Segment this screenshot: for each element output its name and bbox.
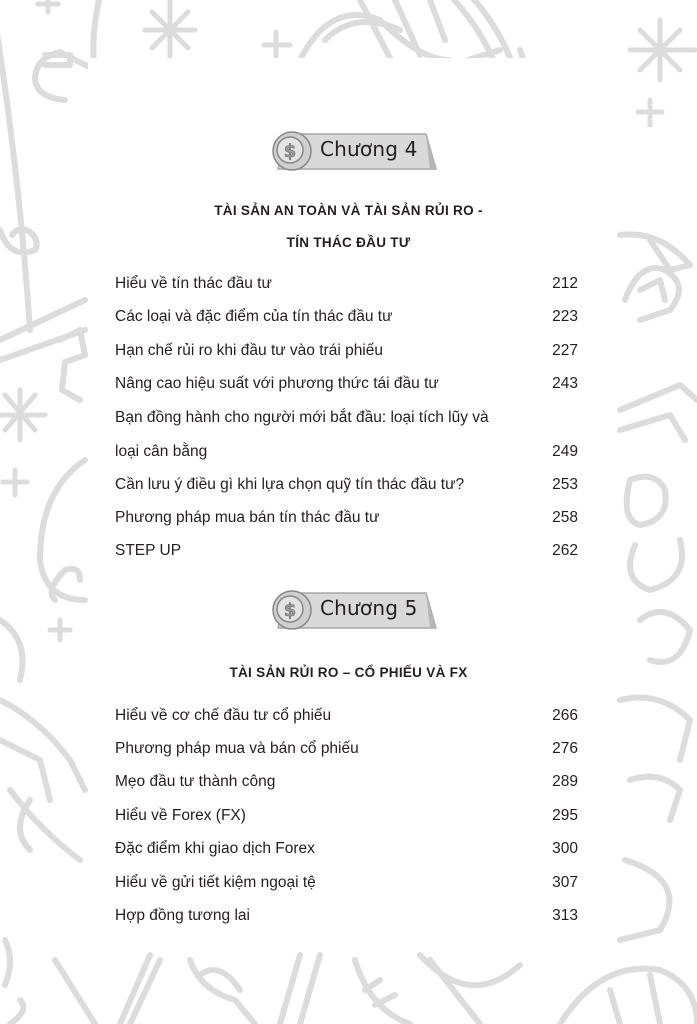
toc-entry-page: 258 bbox=[552, 509, 578, 526]
toc-entry[interactable] bbox=[115, 334, 578, 367]
chapter-5-title: TÀI SẢN RỦI RO – CỔ PHIẾU VÀ FX bbox=[229, 665, 468, 680]
svg-text:$: $ bbox=[283, 600, 297, 621]
toc-entry-page: 266 bbox=[552, 707, 578, 724]
toc-entry[interactable] bbox=[115, 899, 578, 932]
toc-entry-label: Cần lưu ý điều gì khi lựa chọn quỹ tín thác đầu tư? bbox=[115, 476, 465, 493]
toc-entry-label: Nâng cao hiệu suất với phương thức tái đầu tư bbox=[115, 375, 439, 392]
toc-entry-page: 276 bbox=[552, 740, 578, 757]
toc-entry-label: STEP UP bbox=[115, 542, 182, 559]
toc-entry[interactable] bbox=[115, 832, 578, 865]
toc-entry-page: 227 bbox=[552, 342, 578, 359]
toc-entry[interactable] bbox=[115, 534, 578, 567]
toc-entry[interactable] bbox=[115, 699, 578, 732]
dollar-coin-icon bbox=[270, 127, 316, 173]
toc-entry[interactable] bbox=[115, 799, 578, 832]
toc-entry[interactable] bbox=[115, 468, 578, 501]
toc-entry[interactable] bbox=[115, 300, 578, 333]
toc-entry-page: 313 bbox=[552, 907, 578, 924]
toc-entry[interactable] bbox=[115, 866, 578, 899]
toc-entry-page: 223 bbox=[552, 308, 578, 325]
toc-entry-label: Hợp đồng tương lai bbox=[115, 907, 250, 924]
toc-entry-page: 289 bbox=[552, 773, 578, 790]
toc-entry-page: 300 bbox=[552, 840, 578, 857]
chapter-5-badge bbox=[272, 588, 438, 632]
toc-entry-label: Phương pháp mua bán tín thác đầu tư bbox=[115, 509, 380, 526]
chapter-4-label: Chương 4 bbox=[320, 137, 418, 161]
toc-entry-page: 243 bbox=[552, 375, 578, 392]
toc-entry-page: 295 bbox=[552, 807, 578, 824]
toc-entry-label: Phương pháp mua và bán cổ phiếu bbox=[115, 740, 359, 757]
toc-entry-label: Hạn chế rủi ro khi đầu tư vào trái phiếu bbox=[115, 342, 383, 359]
toc-entry-label: Các loại và đặc điểm của tín thác đầu tư bbox=[115, 308, 393, 325]
toc-entry-page: 262 bbox=[552, 542, 578, 559]
toc-entry-label: Hiểu về gửi tiết kiệm ngoại tệ bbox=[115, 874, 316, 891]
toc-entry[interactable] bbox=[115, 501, 578, 534]
toc-entry[interactable] bbox=[115, 765, 578, 798]
chapter-5-label: Chương 5 bbox=[320, 596, 418, 620]
chapter-4-title-line-2: TÍN THÁC ĐẦU TƯ bbox=[286, 235, 411, 250]
toc-entry[interactable] bbox=[115, 267, 578, 300]
toc-entry[interactable] bbox=[115, 367, 578, 400]
chapter-4-title-line-1: TÀI SẢN AN TOÀN VÀ TÀI SẢN RỦI RO - bbox=[214, 203, 483, 218]
toc-entry-label: Hiểu về Forex (FX) bbox=[115, 807, 246, 824]
toc-entry-label: Mẹo đầu tư thành công bbox=[115, 773, 276, 790]
toc-entry-page: 307 bbox=[552, 874, 578, 891]
toc-entry-page: 253 bbox=[552, 476, 578, 493]
toc-entry-label-continued: loại cân bằng bbox=[115, 443, 208, 460]
chapter-4-badge bbox=[272, 129, 438, 173]
toc-entry-label: Hiểu về cơ chế đầu tư cổ phiếu bbox=[115, 707, 332, 724]
toc-entry-label: Đặc điểm khi giao dịch Forex bbox=[115, 840, 315, 857]
toc-entry-page: 249 bbox=[552, 443, 578, 460]
toc-entry[interactable] bbox=[115, 732, 578, 765]
toc-entry[interactable] bbox=[115, 401, 578, 468]
toc-entry-page: 212 bbox=[552, 275, 578, 292]
toc-entry-label: Bạn đồng hành cho người mới bắt đầu: loại tích lũy và bbox=[115, 409, 489, 426]
dollar-coin-icon bbox=[270, 586, 316, 632]
svg-text:$: $ bbox=[283, 141, 297, 162]
toc-entry-label: Hiểu về tín thác đầu tư bbox=[115, 275, 272, 292]
